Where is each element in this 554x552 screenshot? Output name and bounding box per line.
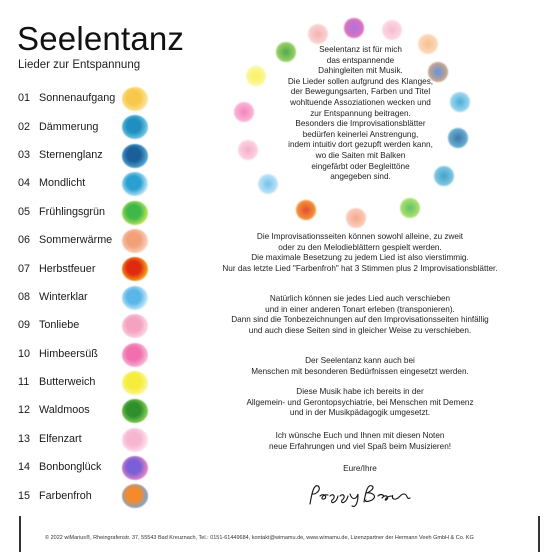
song-item [18,340,168,368]
paragraph-experience [215,387,505,419]
text-line: oder zu den Melodieblättern gespielt werden. [278,242,442,252]
text-line: eingefärbt oder Begleittöne [311,161,410,171]
text-line: und auch diese Seiten sind in gleicher Weise zu verschieben. [248,325,472,335]
song-item [18,311,168,339]
page-subtitle: Lieder zur Entspannung [18,59,141,71]
signature [306,480,416,508]
watercolor-blob-icon [122,201,148,225]
song-item [18,396,168,424]
song-list [18,84,168,510]
text-line: Ich wünsche Euch und Ihnen mit diesen Noten [275,431,445,440]
watercolor-blob-icon [122,229,148,253]
song-title: Sonnenaufgang [39,92,116,105]
text-line: Dahingleiten mit Musik. [318,66,403,76]
text-line: neue Erfahrungen und viel Spaß beim Musizieren! [268,441,452,451]
text-line: und in der Musikpädagogik umgesetzt. [289,408,431,418]
paragraph-wishes [215,431,505,452]
song-item [18,112,168,140]
song-item [18,198,168,226]
song-title: Sommerwärme [39,234,113,247]
text-line: und in einer anderen Tonart erleben (transponieren). [265,304,455,314]
song-number: 12 [18,404,31,417]
watercolor-blob-icon [238,140,258,160]
text-line: das entspannende [326,55,395,65]
divider-left [19,516,21,552]
song-title: Herbstfeuer [39,262,96,275]
watercolor-blob-icon [346,208,366,228]
text-line: indem intuitiv dort gezupft werden kann, [288,140,433,150]
watercolor-blob-icon [122,371,148,395]
watercolor-blob-icon [122,343,148,367]
song-number: 03 [18,148,31,161]
song-number: 02 [18,120,31,133]
text-line: Seelentanz ist für mich [319,45,402,54]
watercolor-blob-icon [296,200,316,220]
text-line: Der Seelentanz kann auch bei [305,356,415,365]
watercolor-blob-icon [308,24,328,44]
song-title: Sternenglanz [39,148,103,161]
song-item [18,141,168,169]
song-item [18,254,168,282]
song-title: Elfenzart [39,432,82,445]
text-line: Menschen mit besonderen Bedürfnissen eingesetzt werden. [251,366,469,376]
text-line: Allgemein- und Gerontopsychiatrie, bei Menschen mit Demenz [246,397,474,407]
page-title: Seelentanz [17,20,185,57]
footer: © 2022 wiMarius®, Rheingrafenstr. 37, 55543 Bad Kreuznach, Tel.: 0151-61449684, kontakt@wimamu.de, www.wimamu.de, Lizenzpartner der Hermann Veeh GmbH & Co. KG [45,535,474,541]
watercolor-blob-icon [234,102,254,122]
watercolor-blob-icon [344,18,364,38]
song-title: Dämmerung [39,120,99,133]
watercolor-blob-icon [122,257,148,281]
song-number: 05 [18,205,31,218]
watercolor-blob-icon [122,399,148,423]
song-item [18,368,168,396]
song-title: Himbeersüß [39,347,98,360]
song-title: Winterklar [39,290,88,303]
closing-text: Eure/Ihre [343,464,377,473]
song-title: Bonbonglück [39,461,102,474]
song-title: Waldmoos [39,404,90,417]
watercolor-blob-icon [122,456,148,480]
song-number: 01 [18,92,31,105]
song-number: 10 [18,347,31,360]
text-line: wohltuende Assoziationen wecken und [290,97,431,107]
watercolor-blob-icon [122,87,148,111]
paragraph-improvisation [215,232,505,274]
watercolor-blob-icon [382,20,402,40]
watercolor-blob-icon [122,428,148,452]
song-title: Tonliebe [39,319,80,332]
song-number: 08 [18,290,31,303]
song-number: 15 [18,489,31,502]
text-line: Die Improvisationsseiten können sowohl alleine, zu zweit [256,232,464,241]
song-item [18,425,168,453]
song-title: Butterweich [39,376,96,389]
song-number: 06 [18,234,31,247]
text-line: Die Lieder sollen aufgrund des Klanges, [287,76,434,86]
text-line: Die maximale Besetzung zu jedem Lied ist also vierstimmig. [251,253,469,263]
song-number: 07 [18,262,31,275]
text-line: zur Entspannung beitragen. [310,108,411,118]
song-number: 09 [18,319,31,332]
song-number: 11 [18,376,30,389]
watercolor-blob-icon [122,314,148,338]
text-line: Diese Musik habe ich bereits in der [296,387,424,396]
watercolor-blob-icon [400,198,420,218]
watercolor-blob-icon [122,115,148,139]
text-line: Dann sind die Tonbezeichnungen auf den Improvisationsseiten hinfällig [231,315,489,325]
text-line: der Bewegungsarten, Farben und Titel [290,87,431,97]
song-item [18,481,168,509]
divider-right [538,516,540,552]
text-line: Nur das letzte Lied "Farbenfroh" hat 3 Stimmen plus 2 Improvisationsblätter. [222,263,498,273]
song-title: Mondlicht [39,177,86,190]
song-item [18,283,168,311]
text-line: bedürfen keinerlei Anstrengung, [302,129,419,139]
song-title: Farbenfroh [39,489,92,502]
song-title: Frühlingsgrün [39,205,106,218]
song-item [18,226,168,254]
text-line: Besonders die Improvisationsblätter [295,119,426,129]
watercolor-blob-icon [122,144,148,168]
song-number: 13 [18,432,31,445]
song-item [18,84,168,112]
song-number: 04 [18,177,31,190]
paragraph-special-needs [215,356,505,377]
song-item [18,169,168,197]
song-number: 14 [18,461,31,474]
text-line: wo die Saiten mit Balken [315,150,406,160]
watercolor-blob-icon [122,286,148,310]
text-line: Natürlich können sie jedes Lied auch verschieben [269,294,451,303]
intro-text [258,45,463,183]
watercolor-blob-icon [122,172,148,196]
watercolor-blob-icon [122,484,148,508]
text-line: angegeben sind. [330,172,391,182]
song-item [18,453,168,481]
paragraph-transposition [215,294,505,336]
